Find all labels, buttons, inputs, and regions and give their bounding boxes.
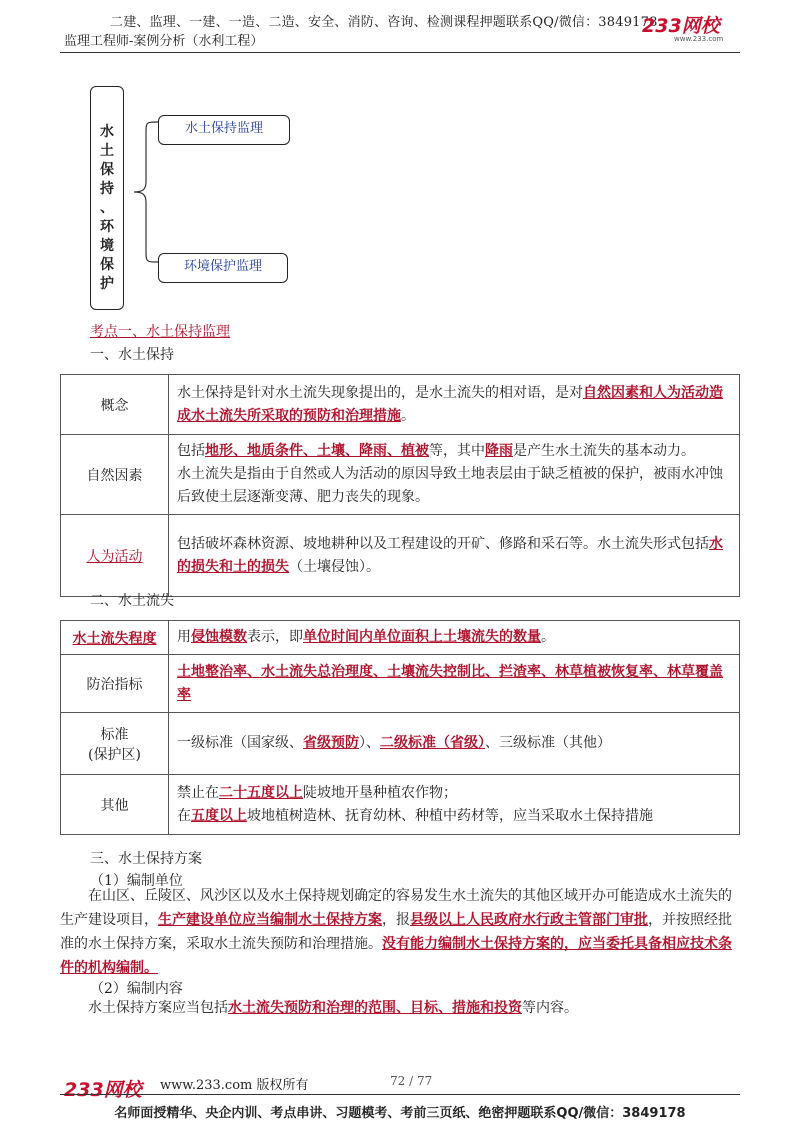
text-segment: 降雨 [485, 443, 513, 459]
text-segment: 等，其中 [429, 443, 485, 459]
row-content [169, 713, 740, 775]
mindmap-root-char: 持 [100, 181, 114, 197]
table-row [61, 515, 740, 597]
row-content [169, 775, 740, 835]
logo-url: www.233.com [674, 35, 724, 42]
point-title: 考点一、水土保持监理 [90, 324, 230, 340]
text-segment: ，并按照经批准的水土保持方案，采取水土流失预防和治理措施。 [60, 912, 732, 952]
mindmap-root-char: 土 [100, 143, 114, 159]
table-row [61, 713, 740, 775]
row-content [169, 655, 740, 713]
text-segment: 包括破坏森林资源、坡地耕种以及工程建设的开矿、修路和采石等。水土流失形式包括 [177, 535, 709, 552]
text-segment: 自然因素和人为活动造成水土流失所采取的预防和治理措施 [177, 384, 723, 424]
mindmap-root-char: 护 [100, 276, 114, 292]
233-logo [640, 12, 736, 42]
text-segment: 是产生水土流失的基本动力。 [513, 443, 695, 459]
text-segment: 包括 [177, 443, 205, 459]
text-segment: 地形、地质条件、土壤、降雨、植被 [205, 443, 429, 459]
row-content [169, 375, 740, 435]
footer-logo-text: 233网校 [64, 1079, 142, 1101]
text-segment: 二级标准（省级） [380, 735, 485, 751]
text-segment: 侵蚀模数 [191, 629, 247, 645]
mindmap-root-label [91, 123, 123, 294]
text-segment: 水土流失是指由于自然或人为活动的原因导致土地表层由于缺乏植被的保护，被雨水冲蚀后致使土层逐渐变薄、肥力丧失的现象。 [177, 466, 723, 505]
text-segment: 单位时间内单位面积上土壤流失的数量 [303, 629, 541, 645]
row-content [169, 435, 740, 515]
header-divider [60, 52, 740, 53]
text-segment: 土地整治率、水土流失总治理度、土壤流失控制比、拦渣率、林草植被恢复率、林草覆盖率 [177, 663, 723, 703]
mindmap-root-char: 水 [100, 124, 114, 140]
text-segment: 坡地植树造林、抚育幼林、种植中药材等，应当采取水土保持措施 [247, 807, 653, 824]
footer-promo: 名师面授精华、央企内训、考点串讲、习题模考、考前三页纸、绝密押题联系QQ/微信：3849178 [114, 1106, 686, 1121]
mindmap-root [90, 86, 124, 310]
row-content [169, 515, 740, 597]
section2-title: 二、水土流失 [90, 593, 174, 609]
soil-erosion-table [60, 620, 740, 835]
page-number: 72 / 77 [390, 1074, 433, 1088]
text-segment: 表示，即 [247, 629, 303, 645]
row-label: 人为活动 [61, 515, 169, 597]
text-segment: 、三级标准（其他） [485, 735, 611, 751]
row-label: 自然因素 [61, 435, 169, 515]
mindmap-root-char: 保 [100, 257, 114, 273]
row-content [169, 621, 740, 655]
text-segment: 水土保持方案应当包括 [88, 1000, 228, 1016]
mindmap-node-environment-protection: 环境保护监理 [158, 253, 288, 283]
mindmap-brace [126, 112, 162, 272]
table-row [61, 621, 740, 655]
table-row [61, 775, 740, 835]
section3-title: 三、水土保持方案 [90, 851, 202, 867]
mindmap-node-soil-conservation: 水土保持监理 [158, 115, 290, 145]
text-segment: 没有能力编制水土保持方案的，应当委托具备相应技术条件的机构编制。 [60, 936, 732, 976]
text-segment: 省级预防 [303, 735, 359, 751]
table-row [61, 435, 740, 515]
text-segment: 在 [177, 807, 191, 824]
text-segment: 在山区、丘陵区、风沙区以及水土保持规划确定的容易发生水土流失的其他区域开办可能造成水土流失的生产建设项目， [60, 888, 732, 928]
header-promo: 二建、监理、一建、一造、二造、安全、消防、咨询、检测课程押题联系QQ/微信：3849178 [110, 15, 658, 30]
text-segment: 用 [177, 629, 191, 645]
soil-conservation-table [60, 374, 740, 597]
paragraph-compiling-unit [60, 884, 740, 980]
row-label: 概念 [61, 375, 169, 435]
footer-copyright: www.233.com 版权所有 [160, 1078, 309, 1093]
sub2-title: （2）编制内容 [90, 981, 183, 997]
text-segment: 二十五度以上 [219, 784, 303, 801]
sub1-title: （1）编制单位 [90, 873, 183, 889]
text-segment: 一级标准（国家级、 [177, 735, 303, 751]
text-segment: 水土流失预防和治理的范围、目标、措施和投资 [228, 1000, 522, 1016]
row-label: 标准 (保护区) [61, 713, 169, 775]
text-segment: 等内容。 [522, 1000, 578, 1016]
mindmap-root-char: 、 [100, 200, 114, 216]
footer-divider [60, 1094, 740, 1095]
logo-text: 233网校 [642, 15, 720, 37]
row-label: 其他 [61, 775, 169, 835]
mindmap-root-char: 保 [100, 162, 114, 178]
mindmap-root-char: 环 [100, 219, 114, 235]
table-row [61, 655, 740, 713]
section1-title: 一、水土保持 [90, 347, 174, 363]
table-row [61, 375, 740, 435]
text-segment: 水土保持是针对水土流失现象提出的，是水土流失的相对语，是对 [177, 384, 583, 401]
text-segment: 。 [401, 407, 415, 424]
text-segment: 禁止在 [177, 784, 219, 801]
footer-233-logo [62, 1075, 154, 1103]
text-segment: 县级以上人民政府水行政主管部门审批 [410, 912, 648, 928]
text-segment: 。 [541, 629, 555, 645]
text-segment: ，报 [382, 912, 410, 928]
text-segment: ）、 [359, 735, 380, 751]
header-subtitle: 监理工程师-案例分析（水利工程） [64, 34, 264, 49]
paragraph-compiling-content [60, 996, 740, 1020]
text-segment: （土壤侵蚀）。 [289, 558, 380, 575]
text-segment: 水的损失和土的损失 [177, 535, 723, 575]
text-segment: 陡坡地开垦种植农作物； [303, 784, 457, 801]
text-segment: 生产建设单位应当编制水土保持方案 [158, 912, 382, 928]
row-label: 防治指标 [61, 655, 169, 713]
text-segment: 五度以上 [191, 807, 247, 824]
mindmap-root-char: 境 [100, 238, 114, 254]
row-label: 水土流失程度 [61, 621, 169, 655]
